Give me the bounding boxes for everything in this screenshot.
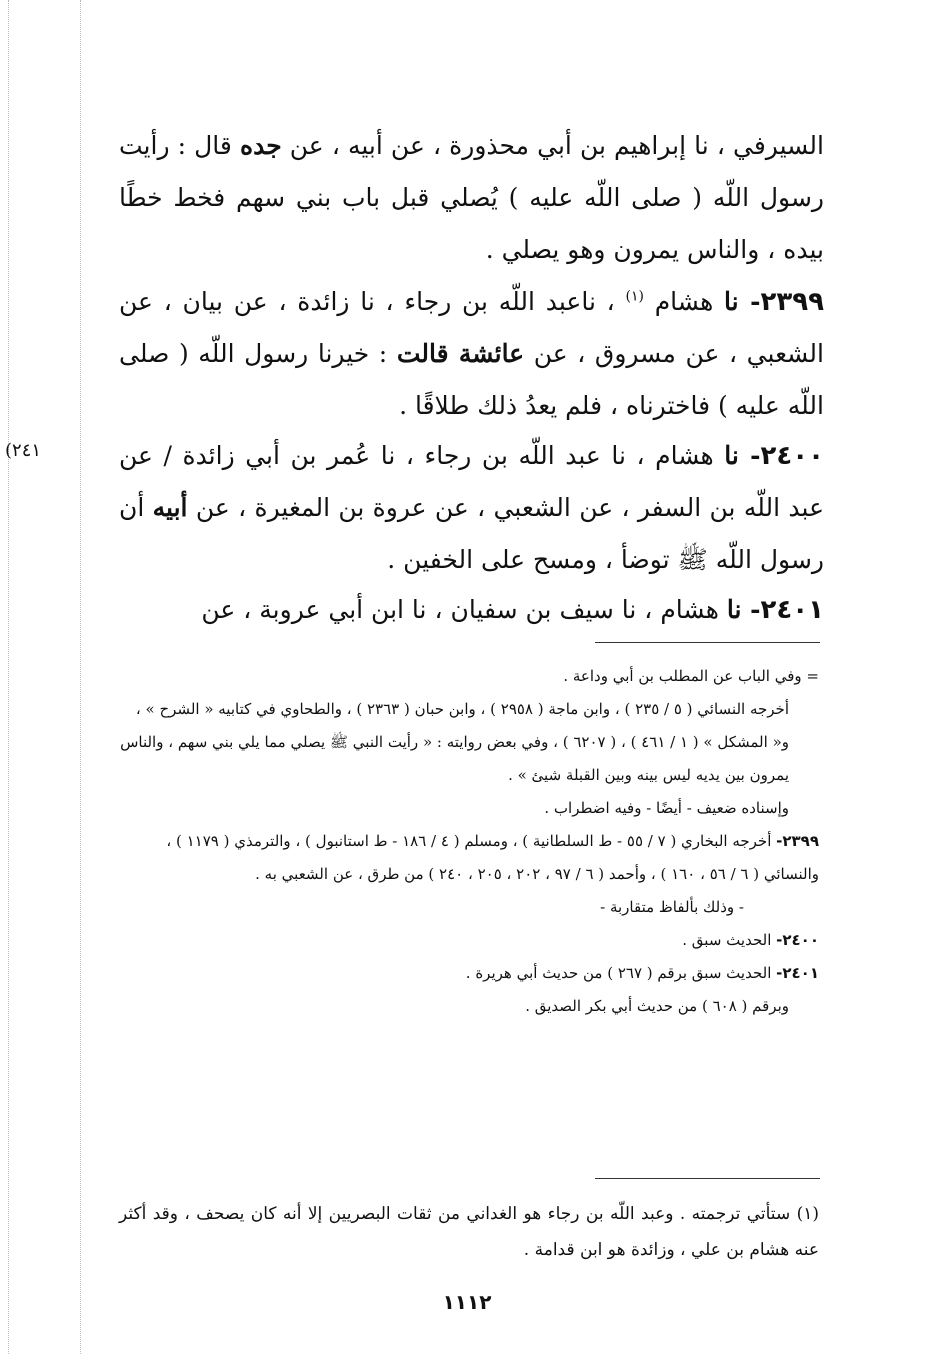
footnote: [119, 1196, 819, 1268]
bold-text: أبيه: [152, 493, 188, 522]
binding-edge-inner: [80, 0, 81, 1354]
note-number: ٢٤٠١-: [776, 964, 819, 982]
note-line: الحديث سبق .: [682, 931, 777, 949]
binding-edge-left: [8, 0, 9, 1354]
note-number: ٢٣٩٩-: [776, 832, 819, 850]
bold-text: جده: [239, 131, 282, 160]
paragraph: [119, 276, 824, 432]
footnote-text: (١) ستأتي ترجمته . وعبد اللّه بن رجاء هو الغداني من ثقات البصريين إلا أنه كان يصحف ، وقد أكثر عنه هشام بن علي ، وزائدة هو ابن قدامة .: [119, 1204, 819, 1260]
manuscript-folio-marker: (٢٤١: [5, 440, 42, 461]
text-run: قال : رأيت رسول اللّه ( صلى اللّه عليه ) يُصلي قبل باب بني سهم فخط خطًا بيده ، والناس يمرون وهو يصلي .: [119, 131, 824, 264]
note-line: الحديث سبق برقم ( ٢٦٧ ) من حديث أبي هريرة .: [465, 964, 777, 982]
hadith-number: ٢٣٩٩: [760, 287, 824, 317]
hadith-lead: - نا: [724, 287, 761, 316]
note-number: ٢٤٠٠-: [776, 931, 819, 949]
note-line: = وفي الباب عن المطلب بن أبي وداعة .: [563, 667, 819, 685]
text-run: هشام ، نا عبد اللّه بن رجاء ، نا عُمر بن أبي زائدة / عن عبد اللّه بن السفر ، عن الشعبي ، عن عروة بن المغيرة ، عن: [119, 441, 824, 522]
note-line: وإسناده ضعيف - أيضًا - وفيه اضطراب .: [544, 799, 789, 817]
note-line: أخرجه النسائي ( ٥ / ٢٣٥ ) ، وابن ماجة ( ٢٩٥٨ ) ، وابن حبان ( ٢٣٦٣ ) ، والطحاوي في كتابيه « الشرح » ، و« المشكل » ( ١ / ٤٦١ ) ، ( ٦٢٠٧ ) ، وفي بعض روايته : « رأيت النبي ﷺ يصلي مما يلي بني سهم ، والناس يمرون بين يديه ليس بينه وبين القبلة شيئ » .: [120, 700, 789, 784]
text-run: : خيرنا رسول اللّه ( صلى اللّه عليه ) فاخترناه ، فلم يعدُ ذلك طلاقًا .: [119, 339, 824, 420]
hadith-2400: [119, 430, 824, 586]
text-run: أن رسول اللّه ﷺ توضأ ، ومسح على الخفين .: [119, 493, 824, 574]
note-line: وبرقم ( ٦٠٨ ) من حديث أبي بكر الصديق .: [525, 997, 789, 1015]
note-line: أخرجه البخاري ( ٧ / ٥٥ - ط السلطانية ) ، ومسلم ( ٤ / ١٨٦ - ط استانبول ) ، والترمذي ( ١١٧٩ ) ، والنسائي ( ٦ / ٥٦ ، ١٦٠ ) ، وأحمد ( ٦ / ٩٧ ، ٢٠٢ ، ٢٠٥ ، ٢٤٠ ) من طرق ، عن الشعبي به .: [166, 832, 819, 883]
hadith-lead: - نا: [726, 595, 761, 624]
commentary-notes: [119, 660, 819, 1023]
text-run: ، ناعبد اللّه بن رجاء ، نا زائدة ، عن بيان ، عن الشعبي ، عن مسروق ، عن: [119, 287, 824, 368]
bold-text: عائشة قالت: [396, 339, 525, 368]
text-run: السيرفي ، نا إبراهيم بن أبي محذورة ، عن أبيه ، عن: [281, 131, 824, 160]
page-number: ١١١٢: [442, 1290, 492, 1314]
main-text: [119, 120, 824, 276]
footnote-ref: (١): [625, 288, 644, 305]
hadith-2399: [119, 276, 824, 432]
hadith-number: ٢٤٠٠: [760, 441, 825, 471]
paragraph: [119, 584, 824, 636]
text-run: هشام ، نا سيف بن سفيان ، نا ابن أبي عروبة ، عن: [201, 595, 727, 624]
notes-separator: [595, 642, 820, 643]
paragraph: [119, 430, 824, 586]
hadith-2401: [119, 584, 824, 636]
text-run: هشام: [643, 287, 725, 316]
note-line: - وذلك بألفاظ متقاربة -: [600, 898, 744, 916]
hadith-lead: - نا: [724, 441, 761, 470]
hadith-number: ٢٤٠١: [760, 595, 824, 625]
paragraph-continuation: [119, 120, 824, 276]
footnote-separator: [595, 1178, 820, 1179]
